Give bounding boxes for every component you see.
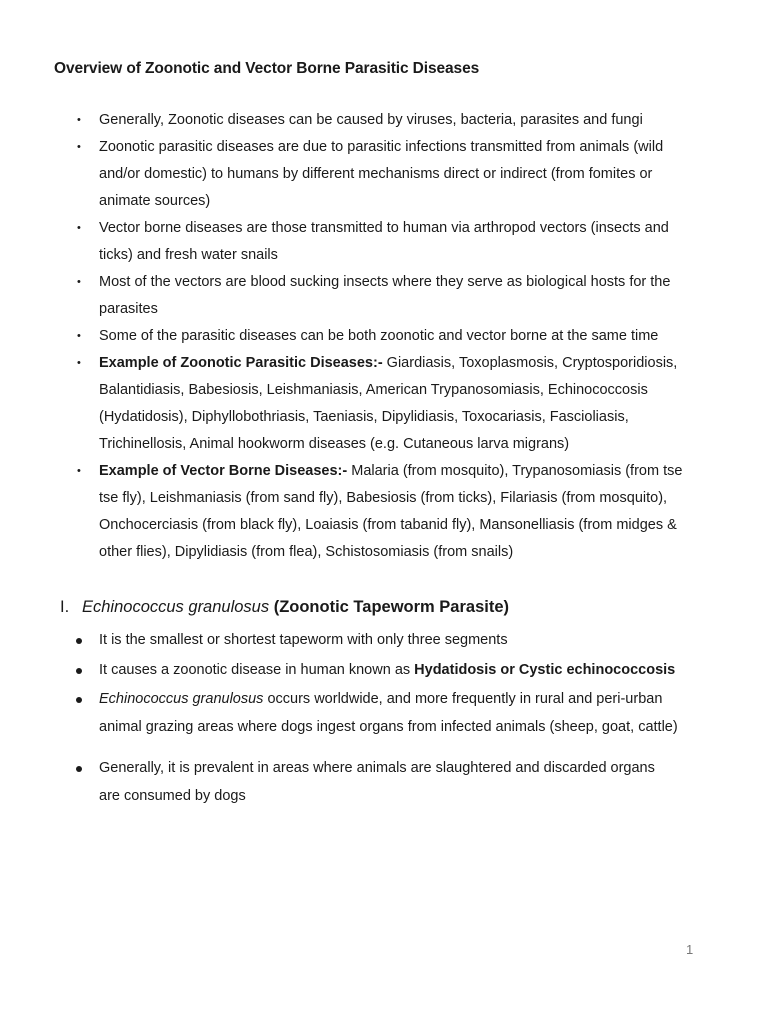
bullet-icon: • <box>77 222 81 234</box>
list-item: • Some of the parasitic diseases can be both zoonotic and vector borne at the same time <box>0 323 699 350</box>
overview-bullet-list <box>0 107 768 566</box>
bullet-icon <box>76 668 82 674</box>
bullet-icon <box>76 697 82 703</box>
bullet-icon: • <box>77 141 81 153</box>
section-heading: I. Echinococcus granulosus (Zoonotic Tapeworm Parasite) <box>60 598 510 616</box>
bullet-icon: • <box>77 114 81 126</box>
bullet-icon: • <box>77 276 81 288</box>
bullet-icon: • <box>77 330 81 342</box>
bullet-icon <box>76 766 82 772</box>
zoonotic-examples-label: Example of Zoonotic Parasitic Diseases:- <box>99 355 383 371</box>
bullet-icon: • <box>77 357 81 369</box>
list-item: • Vector borne diseases are those transmitted to human via arthropod vectors (insects and ticks) and fresh water snails <box>0 215 699 269</box>
list-item: • Generally, Zoonotic diseases can be caused by viruses, bacteria, parasites and fungi <box>0 107 699 134</box>
page-number: 1 <box>686 942 694 957</box>
bullet-icon <box>76 638 82 644</box>
section-number: I. <box>60 598 70 616</box>
vector-examples-label: Example of Vector Borne Diseases:- <box>99 463 348 479</box>
list-item: Echinococcus granulosus occurs worldwide, and more frequently in rural and peri-urban animal grazing areas where dogs ingest organs from infected animals (sheep, goat, cattle) <box>0 686 679 741</box>
species-name: Echinococcus granulosus <box>99 691 264 707</box>
list-item: • Zoonotic parasitic diseases are due to parasitic infections transmitted from animals (wild and/or domestic) to humans by different mechanisms direct or indirect (from fomites or animate sources) <box>0 134 699 215</box>
list-item: • Example of Zoonotic Parasitic Diseases:- Giardiasis, Toxoplasmosis, Cryptosporidiosis, Balantidiasis, Babesiosis, Leishmaniasis, American Trypanosomiasis, Echinococcosis (Hydatidosis), Diphyllobothriasis, Taeniasis, Dipylidiasis, Toxocariasis, Fascioliasis, Trichinellosis, Animal hookworm diseases (e.g. Cutaneous larva migrans) <box>0 350 699 458</box>
list-item: It is the smallest or shortest tapeworm with only three segments <box>0 627 679 655</box>
page-title: Overview of Zoonotic and Vector Borne Parasitic Diseases <box>54 60 480 77</box>
disease-name: Hydatidosis or Cystic echinococcosis <box>414 661 676 678</box>
list-item: Generally, it is prevalent in areas where animals are slaughtered and discarded organs are consumed by dogs <box>0 755 679 810</box>
list-item: • Most of the vectors are blood sucking insects where they serve as biological hosts for the parasites <box>0 269 699 323</box>
section-bullet-list <box>0 627 768 810</box>
species-name: Echinococcus granulosus <box>82 598 270 616</box>
list-item: • Example of Vector Borne Diseases:- Malaria (from mosquito), Trypanosomiasis (from tse tse fly), Leishmaniasis (from sand fly), Babesiosis (from ticks), Filariasis (from mosquito), Onchocerciasis (from black fly), Loaiasis (from tabanid fly), Mansonelliasis (from midges & other flies), Dipylidiasis (from flea), Schistosomiasis (from snails) <box>0 458 699 566</box>
bullet-icon: • <box>77 465 81 477</box>
list-item: It causes a zoonotic disease in human known as Hydatidosis or Cystic echinococcosis <box>0 657 679 685</box>
